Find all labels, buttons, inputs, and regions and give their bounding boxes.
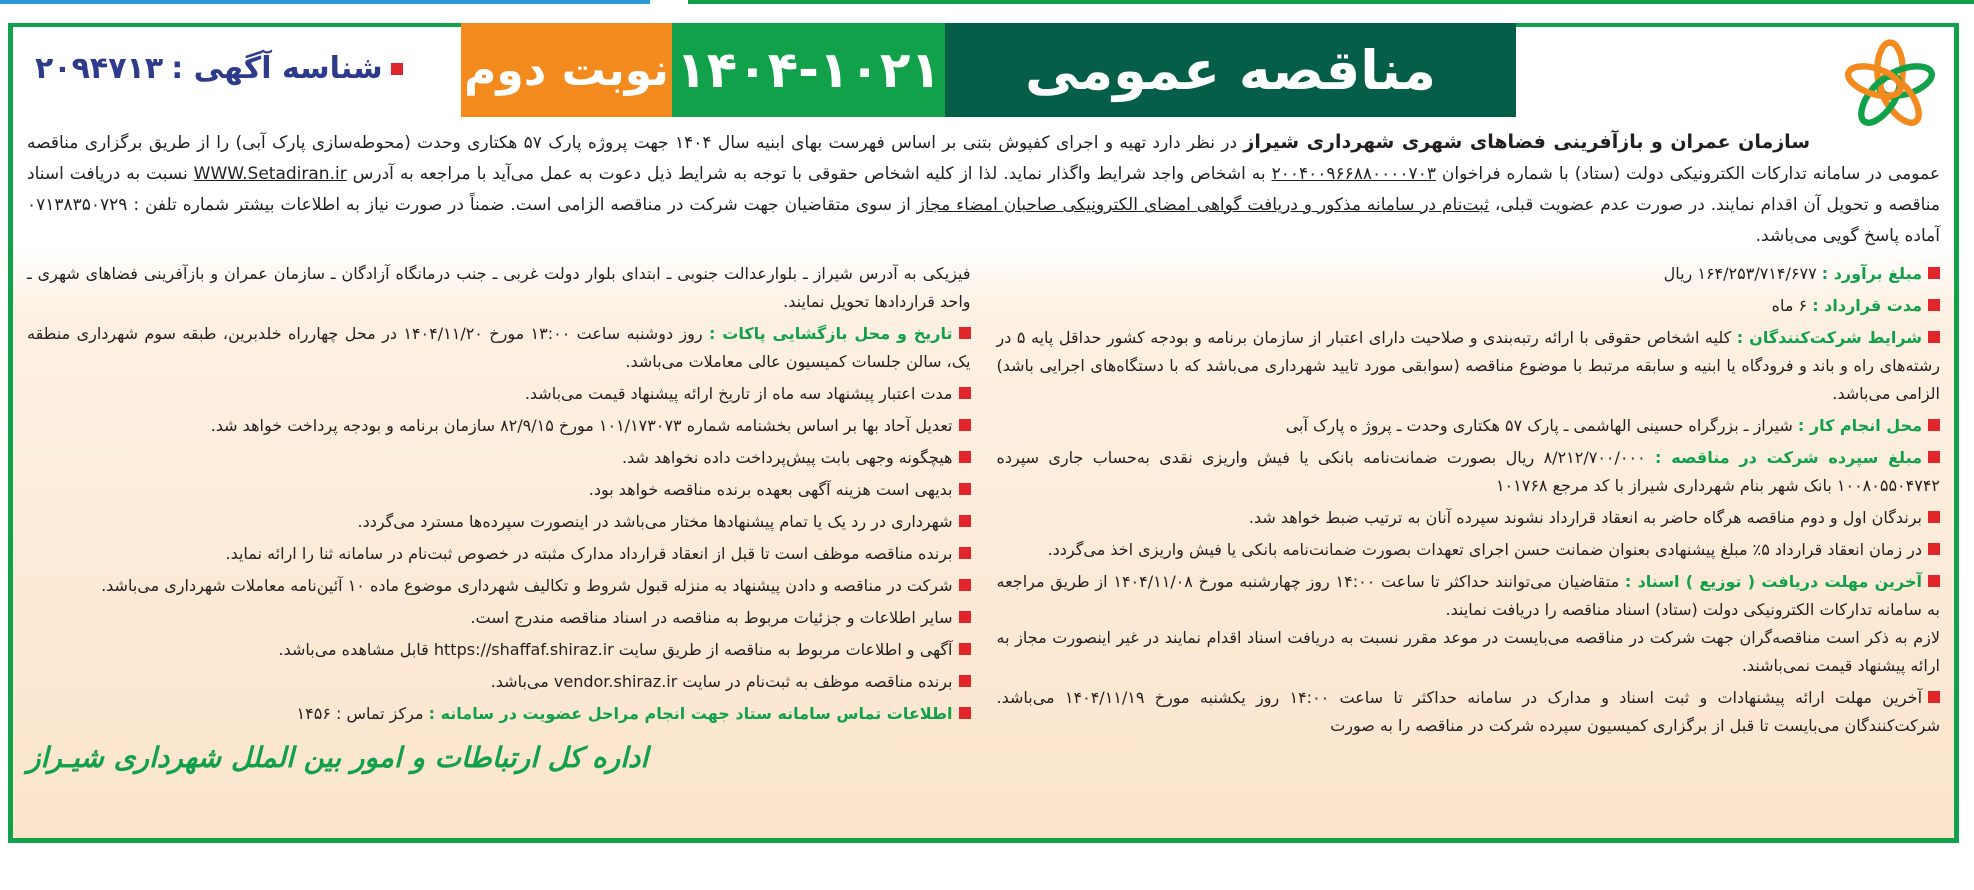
organization-name: سازمان عمران و بازآفرینی فضاهای شهری شهرداری شیراز	[1243, 131, 1811, 153]
bullet-icon	[959, 327, 971, 339]
condition-text: در زمان انعقاد قرارداد ۵٪ مبلغ پیشنهادی بعنوان ضمانت حسن اجرای تعهدات بصورت ضمانت‌نامه بانکی یا فیش واریزی اخذ می‌گردد.	[1047, 540, 1922, 559]
intro-text: در نظر دارد تهیه و اجرای کفپوش بتنی بر اساس فهرست بهای ابنیه سال ۱۴۰۴ جهت پروژه پارک ۵۷ هکتاری وحدت (محوطه‌سازی پارک آبی) را از طریق برگزاری مناقصه عمومی در سامانه تدارکات الکترونیکی دولت (ستاد) با شماره فراخوان	[27, 133, 1940, 184]
conditions-right-column	[997, 260, 1941, 838]
bullet-icon	[959, 643, 971, 655]
intro-text: نسبت به دریافت اسناد مناقصه و تحویل آن اقدام نمایند. در صورت عدم عضویت قبلی،	[27, 164, 1940, 215]
bullet-icon	[959, 483, 971, 495]
condition-item	[27, 476, 971, 504]
condition-text: آخرین مهلت ارائه پیشنهادات و ثبت اسناد و مدارک در سامانه حداکثر تا ساعت ۱۴:۰۰ روز یکشنبه مورخ ۱۴۰۴/۱۱/۱۹ می‌باشد. شرکت‌کنندگان می‌بایست تا قبل از برگزاری کمیسیون سپرده شرکت در مناقصه را به صورت	[996, 688, 1940, 735]
condition-item	[27, 380, 971, 408]
contact-center-text: مرکز تماس : ۱۴۵۶	[296, 704, 429, 723]
intro-text: از سوی متقاضیان جهت شرکت در مناقصه الزامی است. ضمناً در صورت نیاز به اطلاعات بیشتر شماره تلفن : ۰۷۱۳۸۳۵۰۷۲۹ آماده پاسخ گویی می‌باشد.	[27, 195, 1940, 246]
condition-text: ۸/۲۱۲/۷۰۰/۰۰۰ ریال بصورت ضمانت‌نامه بانکی یا فیش واریزی نقدی به‌حساب جاری سپرده ۱۰۰۸۰۵۵۰۴۷۴۲ بانک شهر بنام شهرداری شیراز با کد مرجع ۱۰۱۷۶۸	[996, 448, 1940, 495]
condition-label: مبلغ سپرده شرکت در مناقصه :	[1655, 448, 1923, 467]
bullet-icon	[959, 579, 971, 591]
condition-label: آخرین مهلت دریافت ( توزیع ) اسناد :	[1624, 572, 1923, 591]
condition-item	[27, 320, 971, 376]
condition-item	[997, 568, 1941, 680]
intro-paragraph	[13, 121, 1954, 252]
tender-number: ۱۴۰۴-۱۰۲۱	[672, 23, 945, 117]
call-number: ۲۰۰۴۰۰۹۶۶۸۸۰۰۰۰۷۰۳	[1271, 164, 1436, 184]
condition-item	[27, 700, 971, 728]
bullet-icon	[1928, 419, 1940, 431]
condition-item	[997, 444, 1941, 500]
condition-item	[27, 412, 971, 440]
condition-item	[997, 684, 1941, 740]
condition-text: بدیهی است هزینه آگهی بعهده برنده مناقصه خواهد بود.	[588, 480, 953, 499]
issuer-signature: اداره کل ارتباطات و امور بین الملل شهرداری شیـراز	[27, 741, 649, 774]
ad-title: مناقصه عمومی	[945, 23, 1516, 117]
bullet-icon	[1928, 691, 1940, 703]
vendor-website-text: برنده مناقصه موظف به ثبت‌نام در سایت vendor.shiraz.ir می‌باشد.	[490, 672, 953, 691]
bullet-icon	[391, 63, 403, 75]
condition-text: شرکت در مناقصه و دادن پیشنهاد به منزله قبول شروط و تکالیف شهرداری موضوع ماده ۱۰ آئین‌نامه معاملات شهرداری می‌باشد.	[101, 576, 953, 595]
condition-text: ۶ ماه	[1771, 296, 1813, 315]
ad-id-value: ۲۰۹۴۷۱۳	[35, 51, 164, 86]
shaffaf-website-text: آگهی و اطلاعات مربوط به مناقصه از طریق سایت https://shaffaf.shiraz.ir قابل مشاهده می‌باشد.	[278, 640, 953, 659]
condition-text: ۱۶۴/۲۵۳/۷۱۴/۶۷۷ ریال	[1663, 264, 1822, 283]
condition-item	[27, 668, 971, 696]
condition-label: شرایط شرکت‌کنندگان :	[1736, 328, 1923, 347]
condition-item	[997, 412, 1941, 440]
intro-text: به اشخاص واجد شرایط واگذار نماید. لذا از کلیه اشخاص حقوقی با توجه به شرایط ذیل دعوت به عمل می‌آید با مراجعه به آدرس	[346, 164, 1272, 184]
condition-text: برندگان اول و دوم مناقصه هرگاه حاضر به انعقاد قرارداد نشوند سپرده آنان به ترتیب ضبط خواهد شد.	[1248, 508, 1922, 527]
bullet-icon	[959, 451, 971, 463]
bullet-icon	[959, 419, 971, 431]
condition-text: برنده مناقصه موظف است تا قبل از انعقاد قرارداد مدارک مثبته در خصوص ثبت‌نام در سامانه ثنا را ارائه نماید.	[225, 544, 953, 563]
condition-item	[27, 508, 971, 536]
condition-item	[27, 572, 971, 600]
condition-item	[997, 292, 1941, 320]
condition-text: تعدیل آحاد بها بر اساس بخشنامه شماره ۱۰۱/۱۷۳۰۷۳ مورخ ۸۲/۹/۱۵ سازمان برنامه و بودجه پرداخت خواهد شد.	[210, 416, 953, 435]
condition-note: لازم به ذکر است مناقصه‌گران جهت شرکت در مناقصه می‌بایست در موعد مقرر نسبت به دریافت اسناد اقدام نمایند در غیر اینصورت مجاز به ارائه پیشنهاد قیمت نمی‌باشند.	[996, 628, 1940, 675]
condition-label: مدت قرارداد :	[1812, 296, 1922, 315]
condition-label: مبلغ برآورد :	[1821, 264, 1922, 283]
condition-text: متقاضیان می‌توانند حداکثر تا ساعت ۱۴:۰۰ روز چهارشنبه مورخ ۱۴۰۴/۱۱/۰۸ از طریق مراجعه به سامانه تدارکات الکترونیکی دولت (ستاد) اسناد مناقصه را دریافت نمایند.	[996, 572, 1940, 619]
condition-text: روز دوشنبه ساعت ۱۳:۰۰ مورخ ۱۴۰۴/۱۱/۲۰ در محل چهارراه خلدبرین، طبقه سوم شهرداری منطقه یک، سالن جلسات کمیسیون عالی معاملات می‌باشد.	[27, 324, 971, 371]
bullet-icon	[959, 387, 971, 399]
condition-item	[997, 324, 1941, 408]
bullet-icon	[959, 611, 971, 623]
neighbor-ad-border	[0, 0, 650, 4]
condition-text: سایر اطلاعات و جزئیات مربوط به مناقصه در اسناد مناقصه مندرج است.	[470, 608, 953, 627]
conditions-left-column	[27, 260, 971, 838]
continuation-text: فیزیکی به آدرس شیراز ـ بلوارعدالت جنوبی ـ ابتدای بلوار دولت غربی ـ جنب درمانگاه آزادگان ـ سازمان عمران و بازآفرینی فضاهای شهری ـ واحد قراردادها تحویل نمایند.	[27, 264, 971, 311]
bullet-icon	[959, 675, 971, 687]
bullet-icon	[1928, 267, 1940, 279]
condition-text: هیچگونه وجهی بابت پیش‌پرداخت داده نخواهد شد.	[622, 448, 953, 467]
bullet-icon	[1928, 299, 1940, 311]
condition-item	[997, 260, 1941, 288]
condition-item	[27, 604, 971, 632]
ad-id-label: شناسه آگهی :	[171, 51, 383, 86]
condition-label: محل انجام کار :	[1797, 416, 1922, 435]
condition-label: تاریخ و محل بازگشایی پاکات :	[709, 324, 953, 343]
turn-badge: نوبت دوم	[461, 23, 672, 117]
bullet-icon	[959, 547, 971, 559]
condition-item	[997, 536, 1941, 564]
condition-text: کلیه اشخاص حقوقی با ارائه رتبه‌بندی و صلاحیت دارای اعتبار از سازمان برنامه و بودجه کشور حداقل پایه ۵ در رشته‌های راه و باند و فرودگاه یا ابنیه و سابقه مرتبط با موضوع مناقصه (سوابقی مورد تایید شهرداری می‌باشد که با دستگاه‌های اجرایی باشد) الزامی می‌باشد.	[996, 328, 1940, 403]
condition-text: شهرداری در رد یک یا تمام پیشنهادها مختار می‌باشد در اینصورت سپرده‌ها مسترد می‌گردد.	[357, 512, 953, 531]
bullet-icon	[1928, 451, 1940, 463]
bullet-icon	[959, 515, 971, 527]
neighbor-ad-border	[688, 0, 1974, 4]
bullet-icon	[1928, 543, 1940, 555]
condition-text: مدت اعتبار پیشنهاد سه ماه از تاریخ ارائه پیشنهاد قیمت می‌باشد.	[524, 384, 953, 403]
tender-ad	[8, 23, 1959, 843]
registration-requirement: ثبت‌نام در سامانه مذکور و دریافت گواهی امضای الکترونیکی صاحبان امضاء مجاز	[916, 195, 1489, 215]
bullet-icon	[1928, 331, 1940, 343]
condition-label: اطلاعات تماس سامانه ستاد جهت انجام مراحل عضویت در سامانه :	[428, 704, 953, 723]
condition-item	[27, 636, 971, 664]
ad-id	[35, 51, 403, 86]
conditions-columns	[13, 252, 1954, 838]
ad-header	[13, 27, 1954, 121]
bullet-icon	[1928, 575, 1940, 587]
bullet-icon	[1928, 511, 1940, 523]
condition-item	[27, 444, 971, 472]
condition-text: شیراز ـ بزرگراه حسینی الهاشمی ـ پارک ۵۷ هکتاری وحدت ـ پروژ ه پارک آبی	[1285, 416, 1798, 435]
condition-item	[27, 540, 971, 568]
shiraz-municipality-logo-icon	[1840, 33, 1940, 143]
setad-website-link[interactable]: WWW.Setadiran.ir	[193, 164, 347, 184]
condition-item	[997, 504, 1941, 532]
bullet-icon	[959, 707, 971, 719]
